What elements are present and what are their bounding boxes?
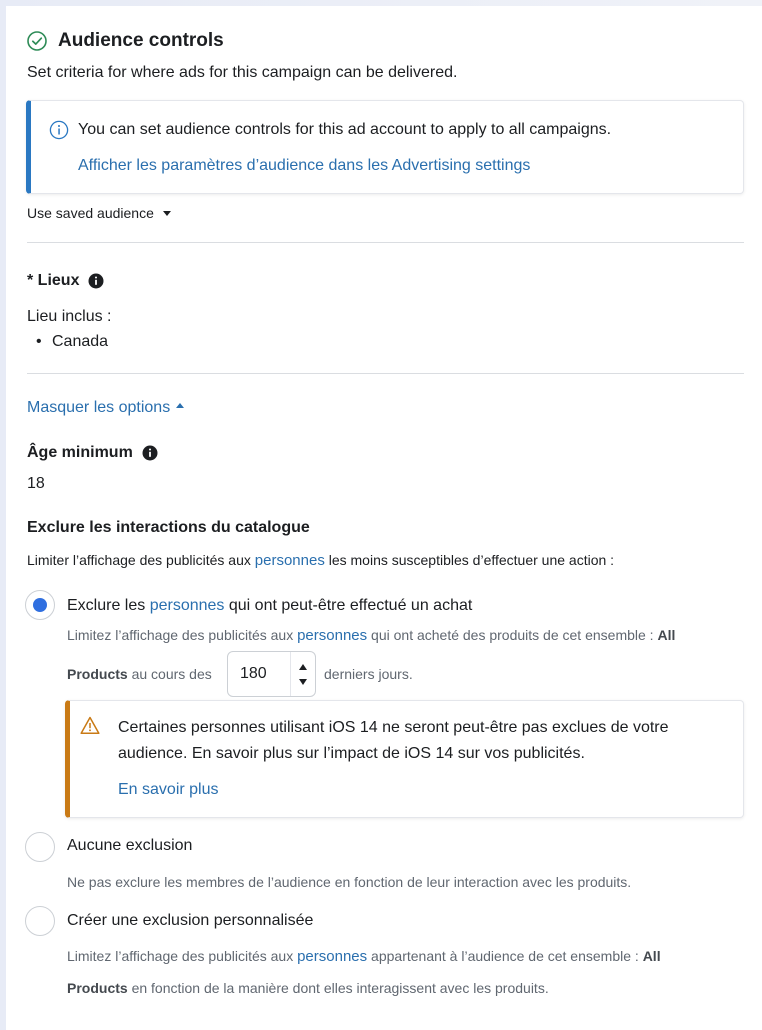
people-link[interactable]: personnes — [254, 552, 325, 569]
section-header — [27, 30, 224, 52]
audience-controls-info-box — [26, 100, 744, 194]
radio-selected-dot — [33, 598, 47, 612]
radio-custom-exclusion[interactable] — [25, 906, 55, 936]
days-stepper[interactable] — [227, 651, 316, 697]
people-link[interactable]: personnes — [297, 948, 368, 965]
caret-up-icon — [176, 403, 184, 408]
info-text: You can set audience controls for this ad account to apply to all campaigns. — [78, 121, 612, 138]
warning-triangle-icon — [80, 716, 100, 735]
section-subtitle: Set criteria for where ads for this campaign can be delivered. — [27, 64, 458, 81]
option-custom-exclusion-help-2 — [67, 980, 549, 996]
info-icon — [49, 120, 69, 140]
caret-down-icon — [163, 211, 171, 216]
decrement-arrow-icon[interactable] — [299, 679, 307, 685]
advertising-settings-link[interactable]: Afficher les paramètres d’audience dans les Advertising settings — [78, 157, 531, 174]
ios14-warning-box — [65, 700, 744, 818]
hide-options-label: Masquer les options — [27, 399, 171, 416]
help-text: qui ont acheté des produits de cet ensemble : — [367, 627, 658, 643]
days-value[interactable]: 180 — [240, 665, 267, 682]
divider — [27, 242, 744, 243]
hide-options-toggle[interactable] — [27, 399, 184, 417]
catalog-desc-text: les moins susceptibles d’effectuer une action : — [324, 552, 615, 568]
radio-no-exclusion[interactable] — [25, 832, 55, 862]
catalog-desc-text: Limiter l’affichage des publicités aux — [27, 552, 255, 568]
check-circle-icon — [27, 31, 47, 51]
help-text: Limitez l’affichage des publicités aux — [67, 948, 298, 964]
option-text: qui ont peut-être effectué un achat — [224, 597, 473, 614]
increment-arrow-icon[interactable] — [299, 664, 307, 670]
info-filled-icon[interactable] — [142, 445, 158, 461]
min-age-heading — [27, 444, 158, 462]
locations-label: * Lieux — [27, 272, 80, 289]
option-no-exclusion-help: Ne pas exclure les membres de l’audience en fonction de leur interaction avec les produits. — [67, 874, 632, 890]
people-link[interactable]: personnes — [297, 627, 368, 644]
min-age-label: Âge minimum — [27, 444, 133, 461]
option-custom-exclusion-label[interactable]: Créer une exclusion personnalisée — [67, 912, 314, 929]
option-exclude-purchasers-help — [67, 627, 675, 644]
help-text: Limitez l’affichage des publicités aux — [67, 627, 298, 643]
section-title: Audience controls — [58, 30, 224, 51]
location-item-text: Canada — [52, 333, 109, 350]
days-prefix — [67, 666, 212, 682]
help-bold: All — [657, 627, 676, 643]
divider — [27, 373, 744, 374]
bullet: • — [36, 333, 42, 350]
people-link[interactable]: personnes — [149, 597, 225, 614]
location-item — [27, 333, 108, 351]
saved-audience-label: Use saved audience — [27, 205, 154, 221]
option-custom-exclusion-help — [67, 948, 661, 965]
locations-heading — [27, 272, 104, 290]
option-text: Exclure les — [67, 597, 150, 614]
products-bold: Products — [67, 980, 128, 996]
help-bold: All — [642, 948, 661, 964]
option-exclude-purchasers-label[interactable] — [67, 597, 472, 615]
days-suffix: derniers jours. — [324, 666, 413, 682]
products-bold: Products — [67, 666, 128, 682]
audience-controls-panel — [6, 6, 762, 1030]
min-age-value: 18 — [27, 475, 45, 492]
option-no-exclusion-label[interactable]: Aucune exclusion — [67, 837, 193, 854]
help-text: appartenant à l’audience de cet ensemble : — [367, 948, 643, 964]
learn-more-link[interactable]: En savoir plus — [118, 781, 219, 798]
stepper-divider — [290, 652, 291, 696]
days-prefix-text: au cours des — [127, 666, 212, 682]
catalog-heading: Exclure les interactions du catalogue — [27, 519, 310, 536]
help-text: en fonction de la manière dont elles interagissent avec les produits. — [127, 980, 549, 996]
included-locations-label: Lieu inclus : — [27, 308, 112, 325]
info-filled-icon[interactable] — [88, 273, 104, 289]
radio-exclude-purchasers[interactable] — [25, 590, 55, 620]
warning-text: Certaines personnes utilisant iOS 14 ne seront peut-être pas exclues de votre audience. En savoir plus sur l’impact de iOS 14 sur vos publicités. — [118, 719, 669, 762]
use-saved-audience-dropdown[interactable] — [27, 205, 171, 221]
catalog-description — [27, 552, 614, 569]
